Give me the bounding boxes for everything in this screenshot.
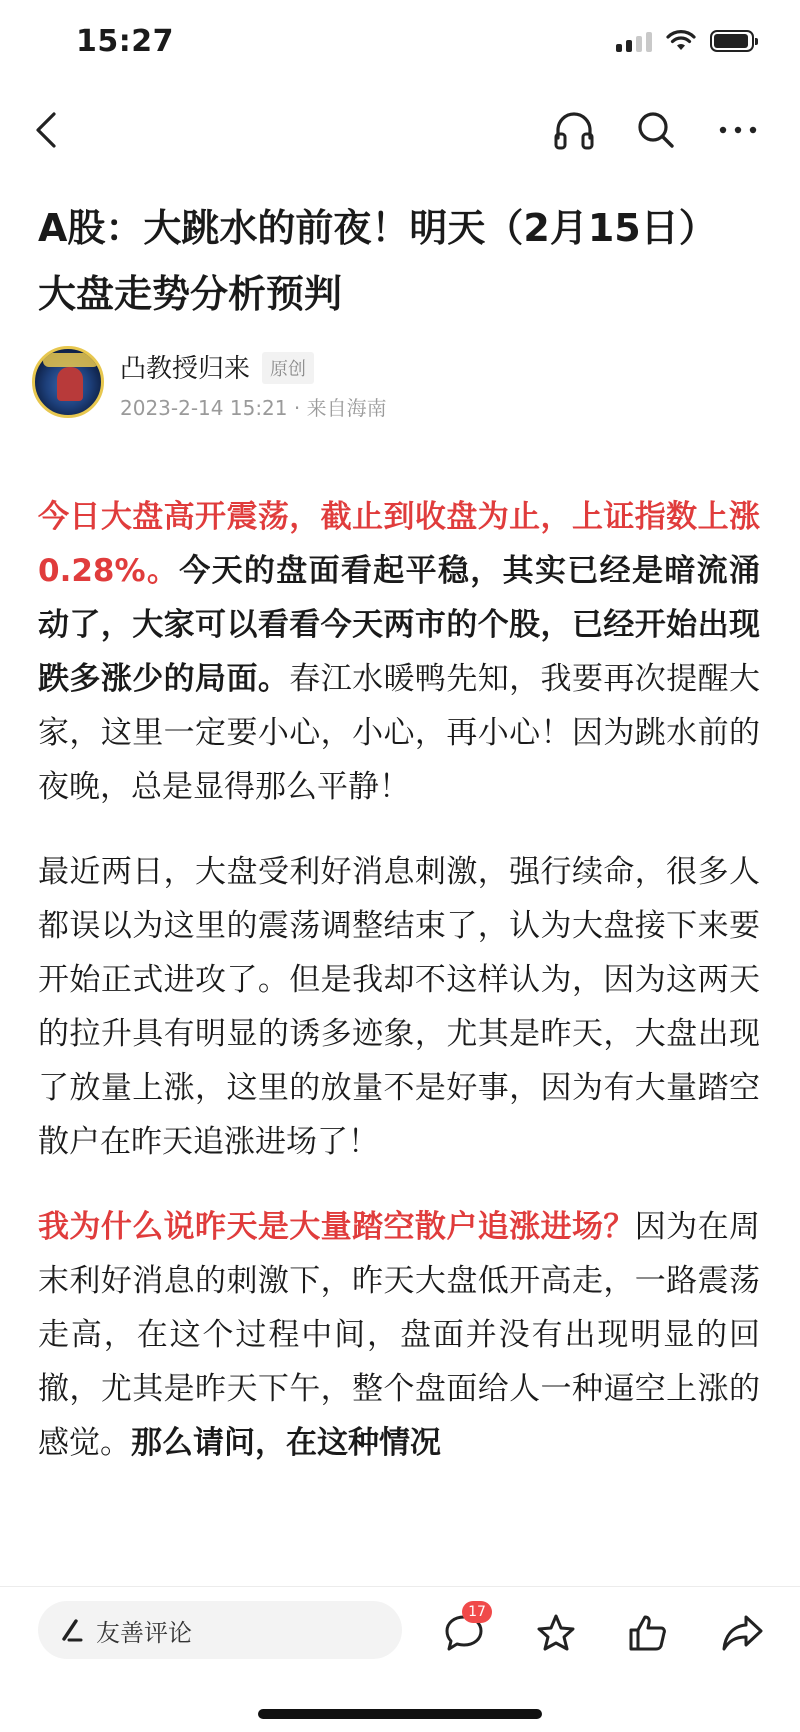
article-body	[38, 490, 760, 1501]
highlight-text: 今日大盘高开震荡，截止到收盘为止，上证指数上涨0.28%。	[38, 499, 760, 589]
status-icons	[616, 30, 754, 52]
avatar[interactable]	[32, 346, 104, 418]
listen-button[interactable]	[552, 108, 596, 152]
back-button[interactable]	[24, 108, 68, 152]
pen-icon	[58, 1617, 84, 1643]
bottom-bar	[0, 1586, 800, 1732]
paragraph-1	[38, 490, 760, 814]
share-button[interactable]	[718, 1609, 766, 1657]
cellular-signal-icon	[616, 30, 652, 52]
status-time: 15:27	[76, 24, 174, 59]
body-text: 春江水暖鸭先知，我要再次提醒大家，这里一定要小心，小心，再小心！因为跳水前的夜晚，总是显得那么平静！	[38, 661, 761, 805]
more-dots-icon	[718, 125, 758, 135]
chevron-left-icon	[34, 110, 58, 150]
bold-text: 那么请问，在这种情况	[131, 1425, 441, 1461]
battery-icon	[710, 30, 754, 52]
star-icon	[535, 1612, 577, 1654]
body-text: 因为在周末利好消息的刺激下，昨天大盘低开高走，一路震荡走高，在这个过程中间，盘面并没有出现明显的回撤，尤其是昨天下午，整个盘面给人一种逼空上涨的感觉。	[38, 1209, 761, 1461]
paragraph-3	[38, 1200, 760, 1470]
bold-text: 今天的盘面看起平稳，其实已经是暗流涌动了，大家可以看看今天两市的个股，已经开始出现跌多涨少的局面。	[38, 553, 761, 697]
comment-count-badge: 17	[462, 1601, 492, 1623]
more-button[interactable]	[716, 108, 760, 152]
paragraph-2: 最近两日，大盘受利好消息刺激，强行续命，很多人都误以为这里的震荡调整结束了，认为大盘接下来要开始正式进攻了。但是我却不这样认为，因为这两天的拉升具有明显的诱多迹象，尤其是昨天，大盘出现了放量上涨，这里的放量不是好事，因为有大量踏空散户在昨天追涨进场了！	[38, 854, 760, 1160]
original-badge: 原创	[262, 352, 314, 384]
share-arrow-icon	[720, 1613, 764, 1653]
comment-placeholder: 友善评论	[96, 1618, 192, 1647]
like-button[interactable]	[624, 1609, 672, 1657]
home-indicator	[258, 1709, 542, 1719]
comment-input[interactable]	[38, 1601, 402, 1659]
highlight-text: 我为什么说昨天是大量踏空散户追涨进场？	[38, 1209, 635, 1245]
search-icon	[636, 110, 676, 150]
thumbs-up-icon	[627, 1612, 669, 1654]
article-title: A股：大跳水的前夜！明天（2月15日）大盘走势分析预判	[38, 206, 717, 316]
status-bar	[0, 0, 800, 90]
search-button[interactable]	[634, 108, 678, 152]
headphones-icon	[553, 110, 595, 150]
nav-bar	[0, 90, 800, 170]
author-name[interactable]: 凸教授归来	[120, 354, 251, 384]
comments-button[interactable]	[440, 1604, 488, 1657]
favorite-button[interactable]	[532, 1609, 580, 1657]
wifi-icon	[666, 30, 696, 52]
publish-meta: 2023-2-14 15:21 · 来自海南	[120, 396, 387, 420]
author-row	[32, 346, 772, 426]
